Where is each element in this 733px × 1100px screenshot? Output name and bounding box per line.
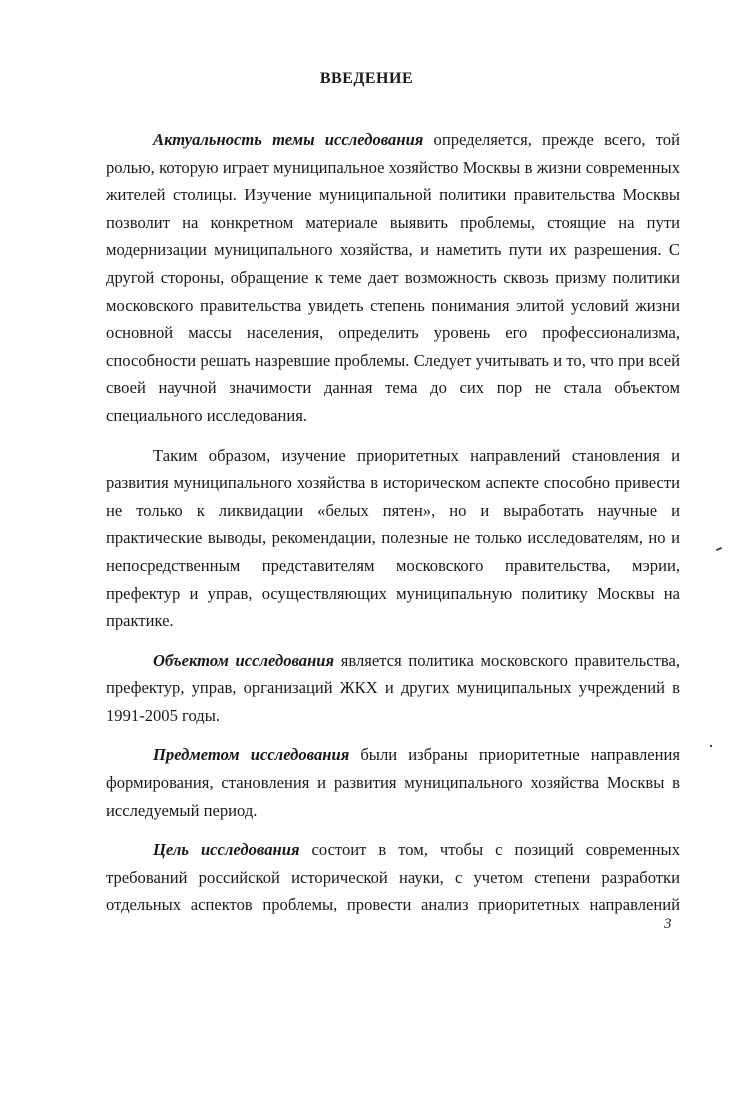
paragraph-summary — [106, 442, 680, 635]
paragraph-goal — [106, 836, 680, 919]
page-number: 3 — [664, 916, 672, 932]
paragraph-text: состоит в том, чтобы с позиций современных требований российской исторической науки, с учетом степени разработки отдельных аспектов проблемы, провести анализ приоритетных направлений — [106, 840, 680, 915]
term-object: Объектом исследования — [153, 650, 335, 670]
page-title: ВВЕДЕНИЕ — [319, 70, 414, 87]
term-subject: Предметом исследования — [153, 745, 350, 765]
paragraph-relevance — [106, 126, 680, 430]
paragraph-text: является политика московского правительства, префектур, управ, организаций ЖКХ и других муниципальных учреждений в 1991-2005 годы. — [106, 650, 680, 725]
scan-artifact — [716, 547, 722, 551]
paragraph-object — [106, 647, 680, 730]
scan-artifact — [710, 745, 712, 747]
paragraph-text: Таким образом, изучение приоритетных направлений становления и развития муниципального хозяйства в историческом аспекте способно привести не только к ликвидации «белых пятен», но и выработать научные и практические выводы, рекомендации, полезные не только исследователям, но и непосредственным представителям московского правительства, мэрии, префектур и управ, осуществляющих муниципальную политику Москвы на практике. — [106, 445, 680, 631]
paragraph-text: были избраны приоритетные направления формирования, становления и развития муниципального хозяйства Москвы в исследуемый период. — [106, 745, 680, 820]
paragraph-subject — [106, 741, 680, 824]
document-body — [106, 126, 680, 931]
term-relevance: Актуальность темы исследования — [153, 130, 424, 149]
term-goal: Цель исследования — [153, 840, 300, 860]
paragraph-text: определяется, прежде всего, той ролью, которую играет муниципальное хозяйство Москвы в жизни современных жителей столицы. Изучение муниципальной политики правительства Москвы позволит на конкретном материале выявить проблемы, стоящие на пути модернизации муниципального хозяйства, и наметить пути их разрешения. С другой стороны, обращение к теме дает возможность сквозь призму политики московского правительства увидеть степень понимания элитой условий жизни основной массы населения, определить уровень его профессионализма, способности решать назревшие проблемы. Следует учитывать и то, что при всей своей научной значимости данная тема до сих пор не стала объектом специального исследования. — [106, 130, 680, 425]
